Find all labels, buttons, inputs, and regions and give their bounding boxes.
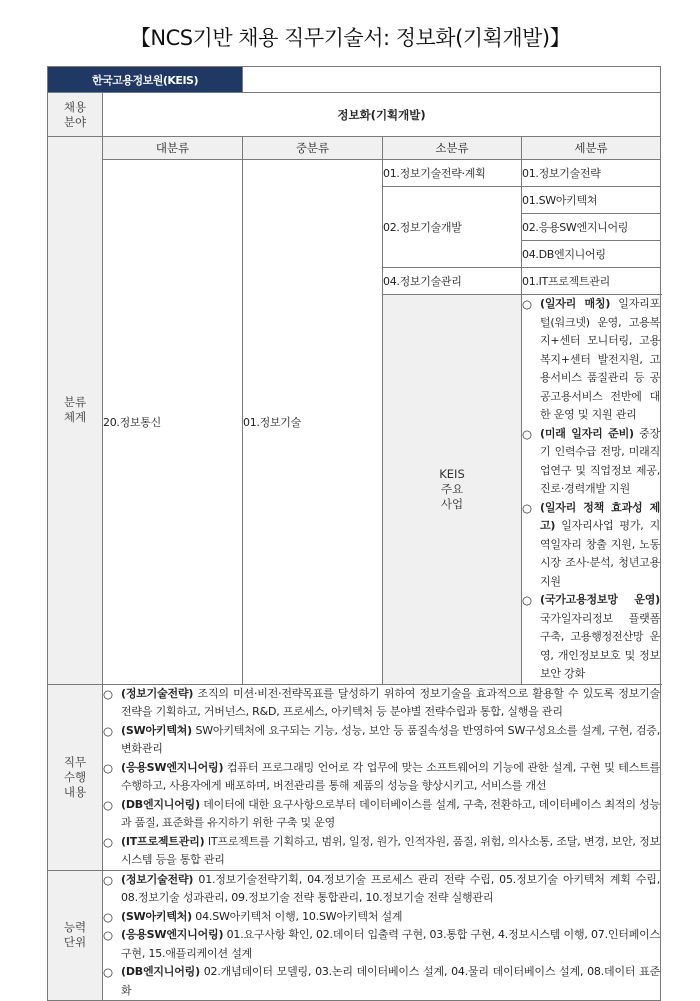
competency-label: 능력 단위 [48, 870, 103, 1001]
header-middle: 중분류 [243, 137, 383, 160]
detail-category: 01.SW아키텍쳐 [522, 187, 661, 214]
classification-row [48, 160, 661, 187]
item-key: (DB엔지니어링) [121, 965, 200, 978]
competency-content [103, 870, 661, 1001]
classification-label: 분류 체계 [48, 137, 103, 685]
header-detail: 세분류 [522, 137, 661, 160]
keis-business-content [522, 295, 661, 685]
list-item [103, 926, 660, 963]
duties-label: 직무 수행 내용 [48, 684, 103, 870]
circle-bullet-icon: ○ [103, 797, 113, 812]
list-item [522, 591, 660, 684]
item-key: (SW아키텍처) [121, 909, 193, 923]
item-key: (응용SW엔지니어링) [121, 928, 224, 941]
list-item [103, 759, 660, 796]
list-item [103, 833, 660, 870]
list-item [103, 963, 660, 1000]
major-category: 20.정보통신 [103, 160, 243, 685]
item-key: (정보기술전략) [121, 872, 194, 886]
item-key: (SW아키텍쳐) [121, 723, 193, 737]
keis-business-label: KEIS 주요 사업 [383, 295, 522, 685]
list-item [103, 796, 660, 833]
circle-bullet-icon: ○ [522, 593, 532, 607]
item-key: (일자리 매칭) [540, 297, 611, 310]
detail-category: 01.정보기술전략 [522, 160, 661, 187]
minor-category: 02.정보기술개발 [383, 187, 522, 268]
list-item [522, 499, 660, 592]
item-key: (응용SW엔지니어링) [121, 760, 224, 774]
item-text: 02.개념데이터 모델링, 03.논리 데이터베이스 설계, 04.물리 데이터베이스 설계, 08.데이터 표준화 [121, 965, 661, 997]
circle-bullet-icon: ○ [522, 426, 532, 441]
list-item [103, 908, 660, 927]
list-item [103, 871, 660, 908]
item-key: (정보기술전략) [121, 686, 194, 700]
competency-row [48, 870, 661, 1001]
detail-category: 02.응용SW엔지니어링 [522, 214, 661, 241]
item-key: (국가고용정보망 운영) [540, 593, 661, 606]
circle-bullet-icon: ○ [103, 760, 113, 775]
minor-category: 04.정보기술관리 [383, 268, 522, 295]
org-blank-cell [243, 67, 661, 93]
detail-category: 04.DB엔지니어링 [522, 241, 661, 268]
minor-category: 01.정보기술전략·계획 [383, 160, 522, 187]
item-text: IT프로젝트를 기획하고, 범위, 일정, 원가, 인적자원, 품질, 위험, 의사소통, 조달, 변경, 보안, 정보시스템 등을 통합 관리 [121, 834, 661, 866]
item-text: 일자리사업 평가, 지역일자리 창출 지원, 노동시장 조사·분석, 청년고용 지원 [540, 519, 661, 588]
duties-content [103, 684, 661, 870]
circle-bullet-icon: ○ [103, 686, 113, 701]
circle-bullet-icon: ○ [103, 965, 113, 979]
classification-header-row [48, 137, 661, 160]
item-key: (미래 일자리 준비) [540, 426, 634, 440]
circle-bullet-icon: ○ [522, 297, 532, 311]
item-text: 국가일자리정보 플랫폼 구축, 고용행정전산망 운영, 개인정보보호 및 정보보안 강화 [540, 611, 661, 680]
item-text: 컴퓨터 프로그래밍 언어로 각 업무에 맞는 소프트웨어의 기능에 관한 설계, 구현 및 테스트를 수행하고, 사용자에게 배포하며, 버전관리를 통해 제품의 성능을 향상시키고, 서비스를 개선 [121, 760, 661, 792]
list-item [522, 295, 660, 425]
item-text: 데이터에 대한 요구사항으로부터 데이터베이스를 설계, 구축, 전환하고, 데이터베이스 최적의 성능과 품질, 표준화를 유지하기 위한 구축 및 운영 [121, 797, 661, 829]
circle-bullet-icon: ○ [103, 928, 113, 942]
item-text: SW아키텍처에 요구되는 기능, 성능, 보안 등 품질속성을 반영하여 SW구성요소를 설계, 구현, 검증, 변화관리 [121, 723, 661, 755]
list-item [522, 425, 660, 499]
list-item [103, 685, 660, 722]
item-key: (일자리 정책 효과성 제고) [540, 500, 661, 532]
field-value: 정보화(기획개발) [103, 93, 661, 137]
duties-row [48, 684, 661, 870]
detail-category: 01.IT프로젝트관리 [522, 268, 661, 295]
field-row [48, 93, 661, 137]
item-key: (IT프로젝트관리) [121, 834, 205, 848]
item-text: 04.SW아키텍처 이행, 10.SW아키텍처 설계 [192, 909, 403, 923]
middle-category: 01.정보기술 [243, 160, 383, 685]
item-text: 01.정보기술전략기획, 04.정보기술 프로세스 관리 전략 수립, 05.정보기술 아키텍처 계획 수립, 08.정보기술 성과관리, 09.정보기술 전략 통합관리, 10.정보기술 전략 실행관리 [121, 872, 661, 904]
job-description-table [47, 66, 661, 1001]
item-text: 중장기 인력수급 전망, 미래직업연구 및 직업정보 제공, 진로·경력개발 지원 [540, 426, 661, 495]
item-text: 01.요구사항 확인, 02.데이터 입출력 구현, 03.통합 구현, 4.정보시스템 이행, 07.인터페이스 구현, 15.애플리케이션 설계 [121, 928, 661, 960]
header-minor: 소분류 [383, 137, 522, 160]
list-item [103, 722, 660, 759]
org-row [48, 67, 661, 93]
header-major: 대분류 [103, 137, 243, 160]
org-name-cell: 한국고용정보원(KEIS) [48, 67, 243, 93]
field-label: 채용 분야 [48, 93, 103, 137]
item-text: 일자리포털(워크넷) 운영, 고용복지+센터 모니터링, 고용복지+센터 발전지원, 고용서비스 품질관리 등 공공고용서비스 전반에 대한 운영 및 지원 관리 [540, 297, 661, 421]
circle-bullet-icon: ○ [522, 500, 532, 515]
item-text: 조직의 미션·비전·전략목표를 달성하기 위하여 정보기술을 효과적으로 활용할 수 있도록 정보기술 전략을 기획하고, 거버넌스, R&D, 프로세스, 아키텍처 등 분야별 전략수립과 통합, 실행을 관리 [121, 686, 661, 718]
circle-bullet-icon: ○ [103, 834, 113, 849]
circle-bullet-icon: ○ [103, 872, 113, 887]
item-key: (DB엔지니어링) [121, 797, 200, 811]
circle-bullet-icon: ○ [103, 909, 113, 924]
circle-bullet-icon: ○ [103, 723, 113, 738]
page-title: 【NCS기반 채용 직무기술서: 정보화(기획개발)】 [129, 26, 571, 50]
